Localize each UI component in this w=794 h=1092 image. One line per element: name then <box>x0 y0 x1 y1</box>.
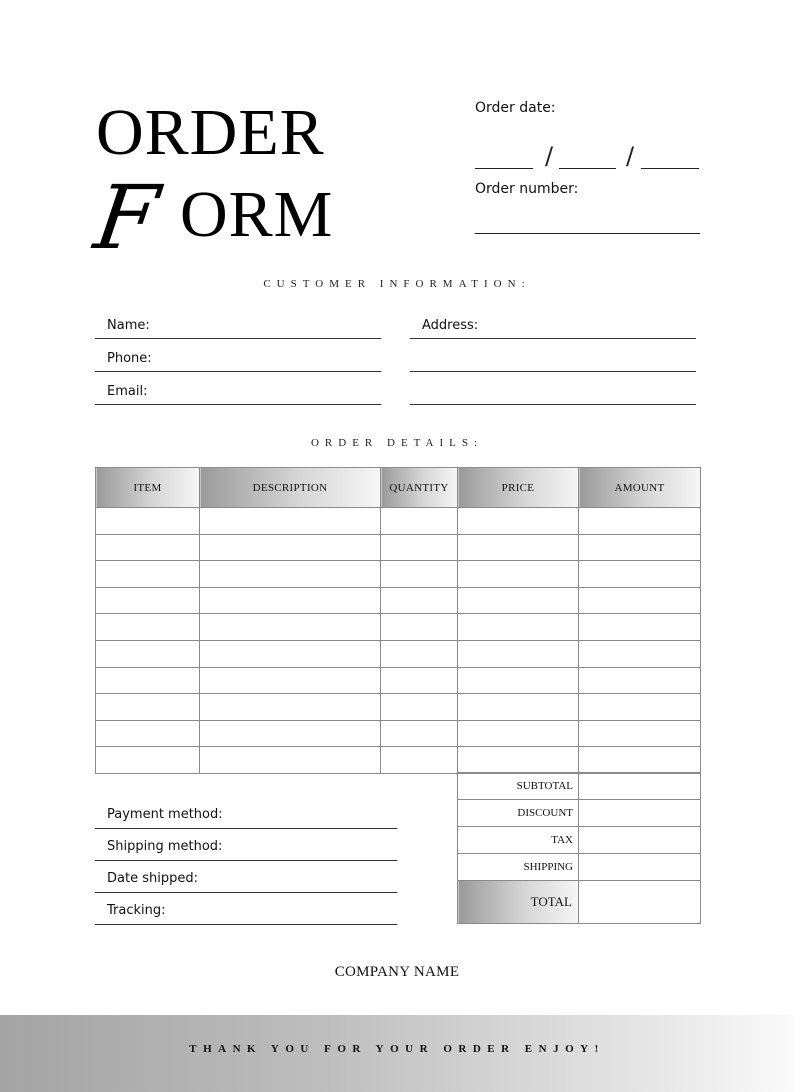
email-field[interactable] <box>95 382 381 405</box>
phone-label: Phone: <box>107 351 152 366</box>
date-shipped-label: Date shipped: <box>107 871 198 886</box>
address-field[interactable] <box>410 316 696 339</box>
date-slash: / <box>545 142 554 170</box>
cell-price[interactable] <box>458 640 579 667</box>
table-row <box>96 747 701 774</box>
cell-amount[interactable] <box>579 534 701 561</box>
cell-item[interactable] <box>96 694 200 721</box>
cell-amount[interactable] <box>579 747 701 774</box>
cell-quantity[interactable] <box>381 720 458 747</box>
shipping-row <box>458 854 701 881</box>
totals-table <box>457 772 701 924</box>
cell-price[interactable] <box>458 561 579 588</box>
column-header-amount: AMOUNT <box>579 468 701 508</box>
payment-method-label: Payment method: <box>107 807 223 822</box>
tracking-field[interactable] <box>95 901 397 925</box>
cell-item[interactable] <box>96 747 200 774</box>
payment-method-field[interactable] <box>95 805 397 829</box>
order-date-label: Order date: <box>475 100 556 116</box>
shipping-value-cell[interactable] <box>579 854 701 881</box>
tax-label: TAX <box>458 827 579 854</box>
phone-field[interactable] <box>95 349 381 372</box>
address-line-2[interactable] <box>410 371 696 372</box>
form-title <box>88 96 334 269</box>
cell-quantity[interactable] <box>381 694 458 721</box>
cell-price[interactable] <box>458 694 579 721</box>
cell-description[interactable] <box>200 508 381 535</box>
cell-description[interactable] <box>200 640 381 667</box>
cell-price[interactable] <box>458 587 579 614</box>
title-script-letter: F <box>88 166 165 269</box>
order-date-day-line[interactable] <box>559 168 616 169</box>
cell-description[interactable] <box>200 614 381 641</box>
cell-description[interactable] <box>200 561 381 588</box>
table-row <box>96 614 701 641</box>
cell-description[interactable] <box>200 667 381 694</box>
cell-quantity[interactable] <box>381 667 458 694</box>
title-order: ORDER <box>96 96 325 169</box>
order-rows <box>96 508 701 774</box>
cell-quantity[interactable] <box>381 587 458 614</box>
table-row <box>96 508 701 535</box>
column-header-description: DESCRIPTION <box>200 468 381 508</box>
cell-amount[interactable] <box>579 667 701 694</box>
subtotal-value-cell[interactable] <box>579 773 701 800</box>
date-shipped-field[interactable] <box>95 869 397 893</box>
cell-amount[interactable] <box>579 508 701 535</box>
cell-price[interactable] <box>458 534 579 561</box>
cell-description[interactable] <box>200 534 381 561</box>
cell-amount[interactable] <box>579 720 701 747</box>
email-label: Email: <box>107 384 148 399</box>
title-form-rest: ORM <box>180 178 334 251</box>
discount-row <box>458 800 701 827</box>
cell-price[interactable] <box>458 667 579 694</box>
order-number-label: Order number: <box>475 181 579 197</box>
cell-price[interactable] <box>458 747 579 774</box>
footer-message: THANK YOU FOR YOUR ORDER ENJOY! <box>189 1043 605 1055</box>
table-row <box>96 667 701 694</box>
cell-item[interactable] <box>96 587 200 614</box>
discount-label: DISCOUNT <box>458 800 579 827</box>
cell-description[interactable] <box>200 747 381 774</box>
cell-item[interactable] <box>96 614 200 641</box>
subtotal-label: SUBTOTAL <box>458 773 579 800</box>
tax-value-cell[interactable] <box>579 827 701 854</box>
column-header-quantity: QUANTITY <box>381 468 458 508</box>
cell-quantity[interactable] <box>381 534 458 561</box>
column-header-price: PRICE <box>458 468 579 508</box>
cell-item[interactable] <box>96 640 200 667</box>
order-details-heading: ORDER DETAILS: <box>310 437 484 449</box>
cell-quantity[interactable] <box>381 561 458 588</box>
total-value-cell[interactable] <box>579 881 701 924</box>
cell-item[interactable] <box>96 534 200 561</box>
cell-item[interactable] <box>96 561 200 588</box>
date-slash: / <box>626 142 635 170</box>
order-date-year-line[interactable] <box>641 168 699 169</box>
cell-quantity[interactable] <box>381 747 458 774</box>
cell-amount[interactable] <box>579 640 701 667</box>
order-number-field[interactable] <box>475 233 700 234</box>
customer-info-heading: CUSTOMER INFORMATION: <box>263 278 531 290</box>
order-items-table <box>95 467 701 774</box>
name-field[interactable] <box>95 316 381 339</box>
table-row <box>96 587 701 614</box>
cell-item[interactable] <box>96 720 200 747</box>
cell-price[interactable] <box>458 720 579 747</box>
table-row <box>96 694 701 721</box>
address-line-3[interactable] <box>410 404 696 405</box>
discount-value-cell[interactable] <box>579 800 701 827</box>
shipping-label: SHIPPING <box>458 854 579 881</box>
cell-description[interactable] <box>200 587 381 614</box>
tracking-label: Tracking: <box>107 903 166 918</box>
shipping-method-label: Shipping method: <box>107 839 223 854</box>
cell-item[interactable] <box>96 508 200 535</box>
total-row <box>458 881 701 924</box>
table-row <box>96 534 701 561</box>
table-header-row <box>96 468 701 508</box>
order-meta <box>475 100 705 197</box>
cell-quantity[interactable] <box>381 640 458 667</box>
subtotal-row <box>458 773 701 800</box>
address-label: Address: <box>422 318 479 333</box>
column-header-item: ITEM <box>96 468 200 508</box>
cell-amount[interactable] <box>579 587 701 614</box>
table-row <box>96 561 701 588</box>
cell-amount[interactable] <box>579 561 701 588</box>
title-form <box>88 166 334 269</box>
cell-description[interactable] <box>200 694 381 721</box>
cell-amount[interactable] <box>579 614 701 641</box>
total-label: TOTAL <box>458 881 579 924</box>
cell-amount[interactable] <box>579 694 701 721</box>
tax-row <box>458 827 701 854</box>
cell-quantity[interactable] <box>381 508 458 535</box>
order-date-month-line[interactable] <box>475 168 533 169</box>
cell-quantity[interactable] <box>381 614 458 641</box>
cell-description[interactable] <box>200 720 381 747</box>
cell-price[interactable] <box>458 508 579 535</box>
company-name: COMPANY NAME <box>334 964 460 980</box>
table-row <box>96 720 701 747</box>
order-date-field[interactable] <box>475 130 705 170</box>
cell-price[interactable] <box>458 614 579 641</box>
table-row <box>96 640 701 667</box>
name-label: Name: <box>107 318 150 333</box>
shipping-method-field[interactable] <box>95 837 397 861</box>
cell-item[interactable] <box>96 667 200 694</box>
